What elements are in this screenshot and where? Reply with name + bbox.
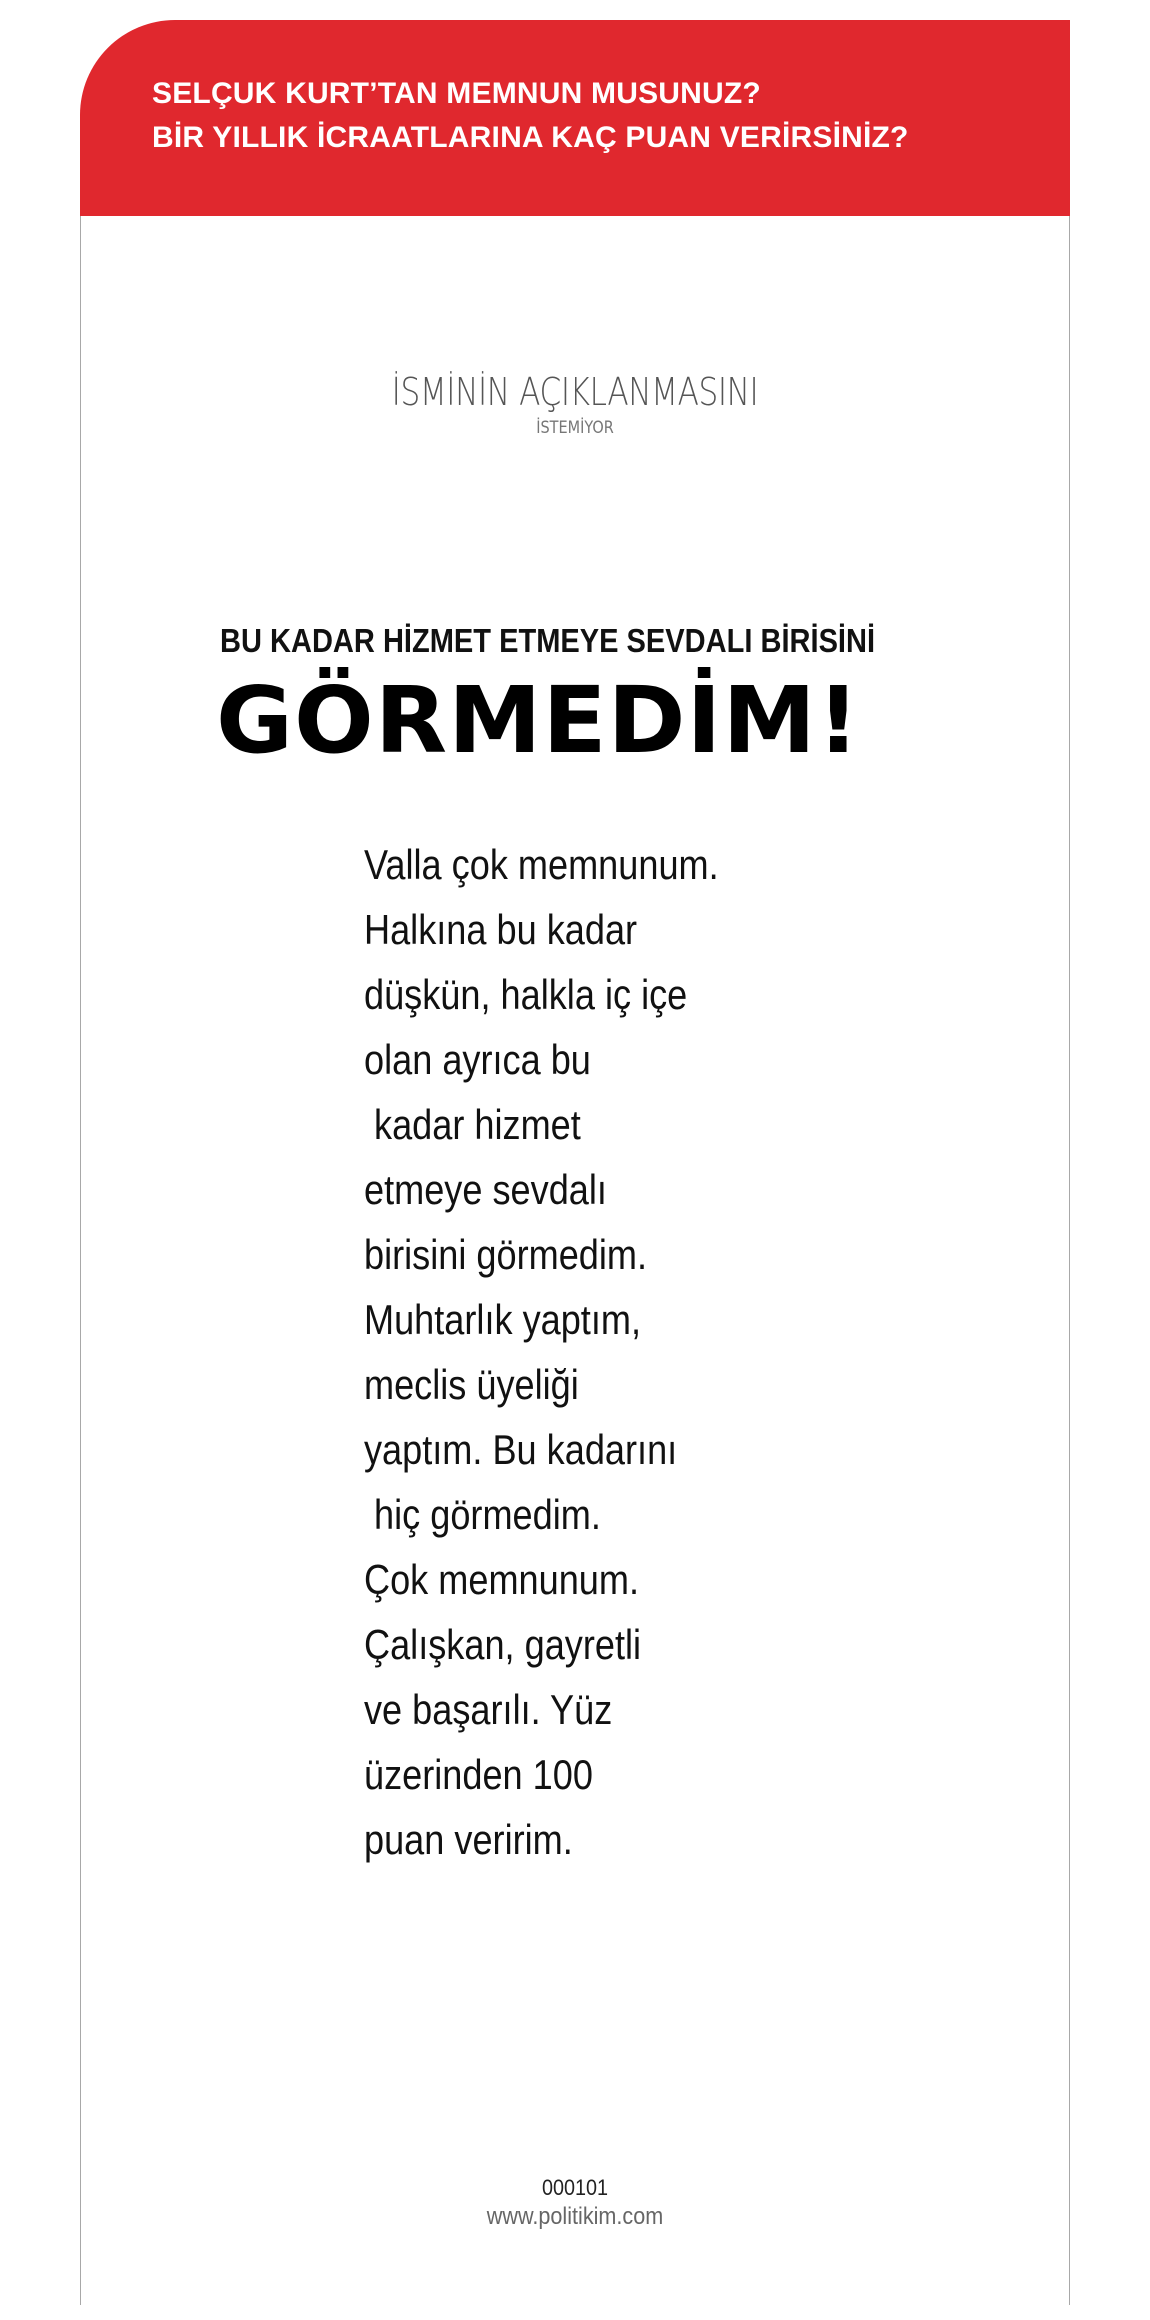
quote-body	[364, 832, 811, 1872]
quote-headline: GÖRMEDİM!	[216, 667, 861, 774]
quote-body-line: puan veririm.	[364, 1816, 573, 1863]
quote-kicker: BU KADAR HİZMET ETMEYE SEVDALI BİRİSİNİ	[220, 622, 876, 659]
respondent-name-sub: İSTEMİYOR	[536, 418, 614, 438]
quote-body-line: Muhtarlık yaptım,	[364, 1296, 642, 1343]
respondent-name: İSMİNİN AÇIKLANMASINI	[391, 370, 759, 414]
quote-body-line: kadar hizmet	[364, 1101, 581, 1148]
question-banner	[80, 20, 1070, 216]
quote-body-line: Halkına bu kadar	[364, 906, 638, 953]
document-code: 000101	[541, 2175, 609, 2200]
quote-body-line: birisini görmedim.	[364, 1231, 648, 1278]
quote-body-line: Çok memnunum.	[364, 1556, 640, 1603]
quote-body-line: yaptım. Bu kadarını	[364, 1426, 678, 1473]
card-border-right	[1069, 215, 1070, 2305]
quote-body-line: meclis üyeliği	[364, 1361, 579, 1408]
quote-body-line: üzerinden 100	[364, 1751, 593, 1798]
respondent-block	[80, 370, 1070, 440]
quote-body-line: etmeye sevdalı	[364, 1166, 607, 1213]
question-line-2: BİR YILLIK İCRAATLARINA KAÇ PUAN VERİRSİNİZ?	[152, 121, 909, 154]
quote-body-line: Valla çok memnunum.	[364, 841, 719, 888]
quote-body-line: düşkün, halkla iç içe	[364, 971, 688, 1018]
quote-body-line: ve başarılı. Yüz	[364, 1686, 613, 1733]
question-line-1: SELÇUK KURT’TAN MEMNUN MUSUNUZ?	[152, 77, 761, 110]
footer	[80, 2174, 1070, 2232]
quote-body-line: Çalışkan, gayretli	[364, 1621, 642, 1668]
quote-body-line: olan ayrıca bu	[364, 1036, 591, 1083]
card-border-left	[80, 215, 81, 2305]
quote-body-line: hiç görmedim.	[364, 1491, 601, 1538]
website-link[interactable]: www.politikim.com	[486, 2203, 664, 2230]
